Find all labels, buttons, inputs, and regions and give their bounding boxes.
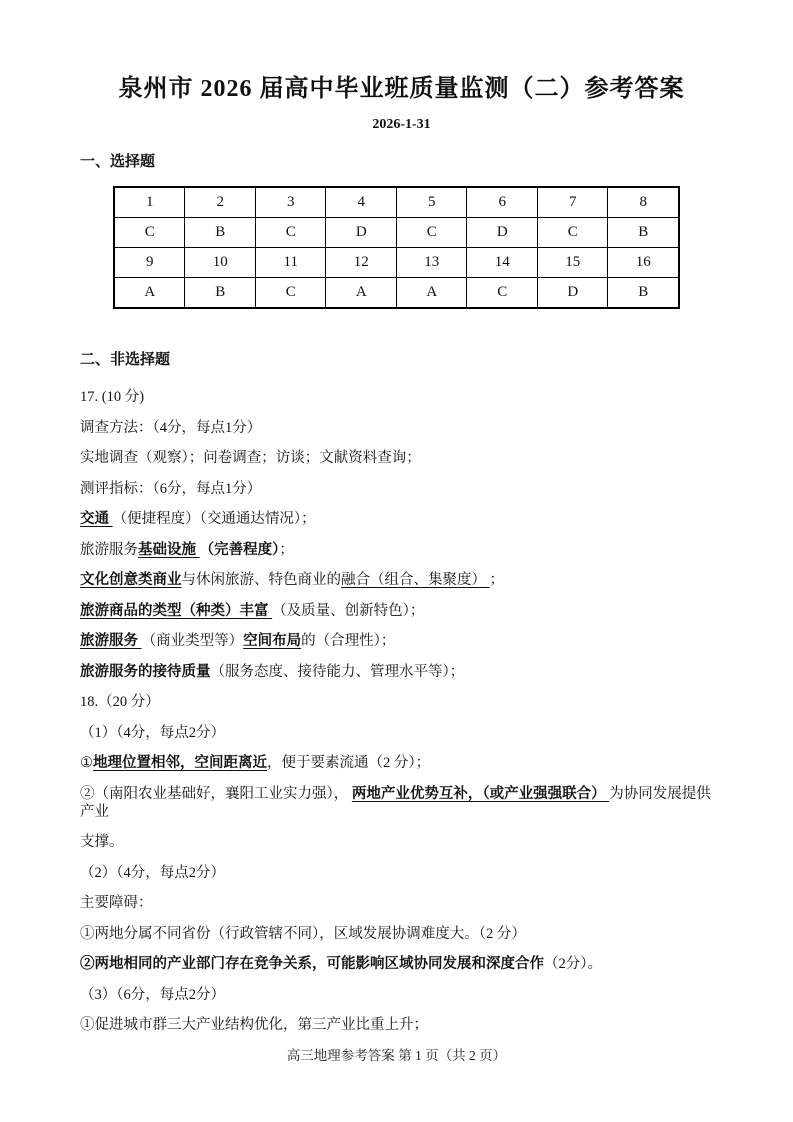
text-segment: 的（合理性）； (301, 633, 396, 649)
section-heading-free-response: 二、非选择题 (80, 352, 171, 368)
text-segment: 两地产业优势互补，（或产业强强联合） (351, 785, 610, 802)
answer-cell: 12 (326, 248, 397, 278)
answer-cell: B (185, 278, 256, 309)
text-segment: （2）（4分，每点2分） (80, 864, 225, 881)
answer-cell: D (467, 218, 538, 248)
section-heading-multiple-choice: 一、选择题 (80, 154, 156, 170)
text-segment: 实地调查（观察）；问卷调查；访谈；文献资料查询； (80, 450, 421, 466)
text-segment: （完善程度） (199, 541, 280, 558)
text-segment: 空间布局 (243, 633, 302, 649)
answer-cell: 16 (608, 248, 679, 278)
text-segment: 为协同发展提供产业 (80, 785, 711, 820)
answer-paragraph (80, 986, 723, 1004)
answer-cell: 2 (185, 187, 256, 218)
answer-cell: 11 (255, 248, 326, 278)
answer-cell: D (537, 278, 608, 309)
document-title: 泉州市 2026 届高中毕业班质量监测（二）参考答案 (118, 76, 685, 102)
table-row (114, 248, 679, 278)
text-segment: 基础设施 (138, 541, 200, 558)
document-date: 2026-1-31 (372, 117, 431, 132)
answer-paragraph (80, 663, 723, 681)
answer-cell: D (326, 218, 397, 248)
answer-paragraph (80, 833, 723, 851)
answer-paragraph (80, 864, 723, 882)
answer-paragraph (80, 925, 723, 943)
answer-cell: 10 (185, 248, 256, 278)
page-footer: 高三地理参考答案 第 1 页（共 2 页） (286, 1048, 507, 1063)
answer-cell: 6 (467, 187, 538, 218)
text-segment: （2分）。 (544, 956, 602, 972)
answer-paragraph (80, 955, 723, 973)
answer-paragraph (80, 894, 723, 912)
answer-paragraph (80, 510, 723, 528)
table-row (114, 278, 679, 309)
free-response-body (80, 388, 723, 1034)
answer-cell: C (255, 218, 326, 248)
answer-cell: 7 (537, 187, 608, 218)
text-segment: （商业类型等） (141, 633, 244, 649)
text-segment: （便捷程度）（交通通达情况）； (112, 511, 316, 527)
text-segment: ； (489, 572, 505, 588)
answer-cell: 9 (114, 248, 185, 278)
answer-paragraph (80, 724, 723, 742)
answer-cell: 8 (608, 187, 679, 218)
answer-paragraph (80, 632, 723, 650)
answer-cell: A (396, 278, 467, 309)
answer-table-body (114, 187, 679, 308)
text-segment: 18.（20 分） (80, 694, 160, 710)
answer-cell: 15 (537, 248, 608, 278)
text-segment: 地理位置相邻，空间距离近 (93, 755, 267, 771)
text-segment: 支撑。 (80, 834, 124, 850)
answer-cell: C (467, 278, 538, 309)
answer-paragraph (80, 480, 723, 498)
text-segment: ①促进城市群三大产业结构优化，第三产业比重上升； (80, 1017, 428, 1033)
answer-table (113, 186, 680, 309)
answer-cell: B (608, 218, 679, 248)
answer-paragraph (80, 449, 723, 467)
answer-cell: 5 (396, 187, 467, 218)
answer-cell: 14 (467, 248, 538, 278)
text-segment: 文化创意类商业 (80, 572, 182, 588)
text-segment: 交通 (80, 511, 113, 527)
answer-paragraph (80, 388, 723, 406)
text-segment: 测评指标：（6分，每点1分） (80, 480, 262, 497)
text-segment: （1）（4分，每点2分） (80, 724, 225, 741)
answer-cell: B (185, 218, 256, 248)
text-segment: ②（南阳农业基础好，襄阳工业实力强）， (80, 785, 352, 802)
text-segment: ，便于要素流通（2 分）； (267, 755, 431, 771)
answer-cell: C (537, 218, 608, 248)
text-segment: 调查方法：（4分，每点1分） (80, 419, 262, 436)
text-segment: （服务态度、接待能力、管理水平等）； (210, 663, 465, 680)
answer-paragraph (80, 419, 723, 437)
text-segment: （及质量、创新特色）； (272, 602, 425, 619)
answer-cell: 4 (326, 187, 397, 218)
answer-paragraph (80, 1016, 723, 1034)
text-segment: ②两地相同的产业部门存在竞争关系，可能影响区域协同发展和深度合作 (80, 956, 544, 972)
answer-paragraph (80, 602, 723, 620)
text-segment: 与休闲旅游、特色商业的 (181, 572, 341, 588)
answer-paragraph (80, 541, 723, 559)
text-segment: （3）（6分，每点2分） (80, 986, 225, 1003)
answer-paragraph (80, 571, 723, 589)
text-segment: ① (80, 755, 93, 771)
answer-cell: A (114, 278, 185, 309)
text-segment: 旅游商品的类型（种类）丰富 (80, 602, 273, 619)
text-segment: 旅游服务 (80, 633, 142, 649)
text-segment: 主要障碍： (80, 895, 153, 911)
text-segment: ①两地分属不同省份（行政管辖不同），区域发展协调难度大。（2 分） (80, 925, 526, 942)
answer-paragraph (80, 785, 723, 821)
text-segment: 17. (10 分) (80, 389, 145, 405)
answer-cell: C (255, 278, 326, 309)
text-segment: 融合（组合、集聚度） (341, 572, 490, 588)
text-segment: 旅游服务的接待质量 (80, 663, 211, 680)
text-segment: ； (279, 541, 294, 558)
table-row (114, 218, 679, 248)
answer-cell: 3 (255, 187, 326, 218)
answer-paragraph (80, 754, 723, 772)
answer-paragraph (80, 693, 723, 711)
answer-cell: 13 (396, 248, 467, 278)
answer-cell: C (396, 218, 467, 248)
answer-cell: C (114, 218, 185, 248)
answer-cell: A (326, 278, 397, 309)
text-segment: 旅游服务 (80, 541, 138, 558)
answer-cell: B (608, 278, 679, 309)
answer-cell: 1 (114, 187, 185, 218)
table-row (114, 187, 679, 218)
